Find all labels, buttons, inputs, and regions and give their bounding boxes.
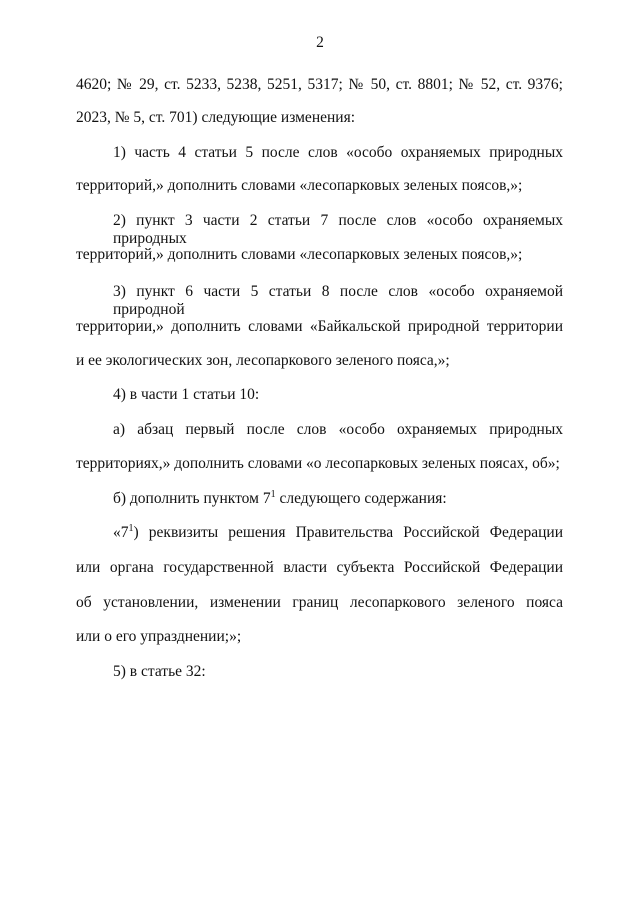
page-number: 2 [316, 34, 324, 51]
text-line: 4) в части 1 статьи 10: [113, 386, 260, 403]
text-line: а) абзац первый после слов «особо охраняемых природных [113, 421, 563, 438]
text-line: или о его упразднении;»; [76, 628, 242, 645]
text-line: 1) часть 4 статьи 5 после слов «особо охраняемых природных [113, 144, 563, 161]
text-fragment: б) дополнить пунктом 7 [113, 490, 271, 507]
text-line: об установлении, изменении границ лесопаркового зеленого пояса [76, 594, 563, 611]
superscript: 1 [128, 522, 134, 534]
text-fragment: следующего содержания: [275, 490, 447, 507]
text-fragment [113, 524, 134, 542]
text-line: 3) пункт 6 части 5 статьи 8 после слов «особо охраняемой природной [113, 283, 563, 318]
text-line [113, 490, 447, 508]
text-line: 5) в статье 32: [113, 663, 206, 680]
text-line: 2) пункт 3 части 2 статьи 7 после слов «особо охраняемых природных [113, 212, 563, 247]
text-line: 2023, № 5, ст. 701) следующие изменения: [76, 109, 356, 126]
text-line: или органа государственной власти субъекта Российской Федерации [76, 559, 563, 576]
text-fragment: ) реквизиты решения Правительства Российской Федерации [133, 524, 563, 541]
text-line: территории,» дополнить словами «Байкальской природной территории [76, 318, 563, 335]
text-fragment: «7 [113, 524, 129, 541]
text-line: территорий,» дополнить словами «лесопарковых зеленых поясов,»; [76, 246, 523, 263]
text-line: и ее экологических зон, лесопаркового зеленого пояса,»; [76, 352, 450, 369]
text-line: территориях,» дополнить словами «о лесопарковых зеленых поясах, об»; [76, 455, 560, 472]
text-line: 4620; № 29, ст. 5233, 5238, 5251, 5317; № 50, ст. 8801; № 52, ст. 9376; [76, 76, 563, 93]
superscript: 1 [270, 488, 276, 500]
text-line: территорий,» дополнить словами «лесопарковых зеленых поясов,»; [76, 177, 523, 194]
text-line [113, 524, 563, 542]
